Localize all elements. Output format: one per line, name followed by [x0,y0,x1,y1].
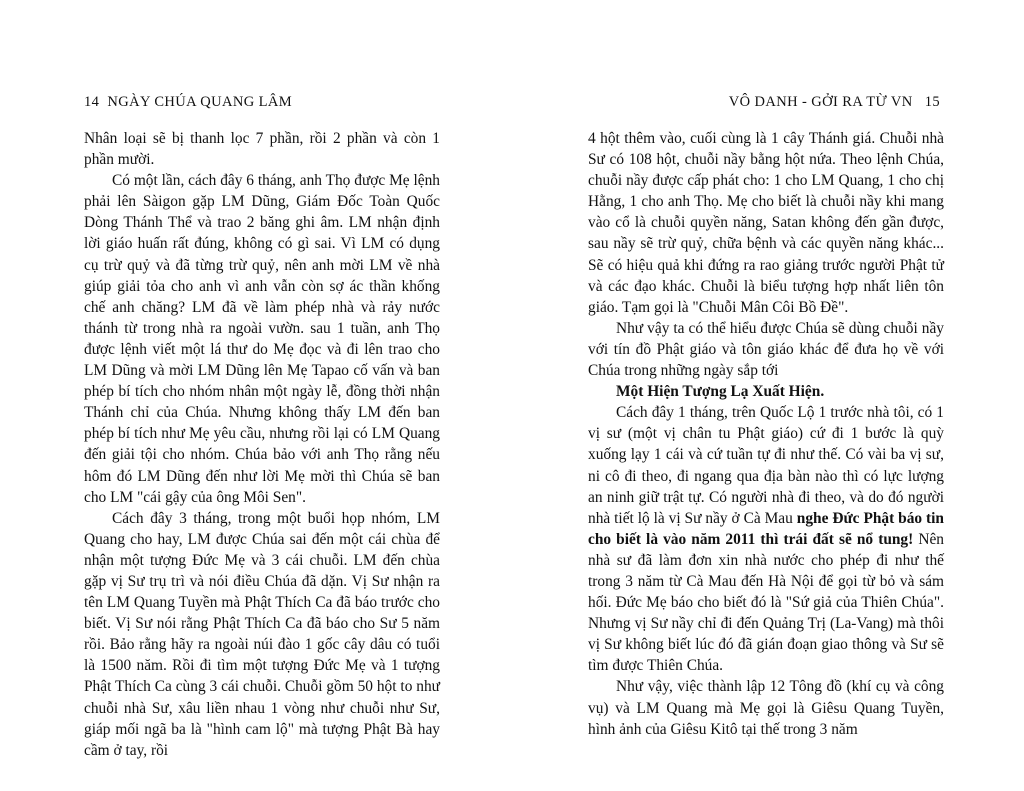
right-page [512,0,1024,791]
paragraph: 4 hột thêm vào, cuối cùng là 1 cây Thánh giá. Chuỗi nhà Sư có 108 hột, chuỗi nầy bằng hột nứa. Theo lệnh Chúa, chuỗi nầy được cấp phát cho: 1 cho LM Quang, 1 cho chị Hằng, 1 cho anh Thọ. Mẹ cho biết là chuỗi nầy khi mang vào cổ là chuỗi quyền năng, Satan không đến gần được, sau nầy sẽ trừ quỷ, chữa bệnh và các quyền năng khác... Sẽ có hiệu quả khi đứng ra rao giảng trước người Phật tử và các đạo khác. Chuỗi là biểu tượng hợp nhất liên tôn giáo. Tạm gọi là "Chuỗi Mân Côi Bồ Đề". [588,130,944,316]
right-page-header: VÔ DANH - GỞI RA TỪ VN 15 [728,94,940,110]
emphasized-text: nghe Đức Phật báo tin cho biết là vào năm 2011 thì trái đất sẽ nổ tung! [588,509,944,548]
paragraph: Cách đây 3 tháng, trong một buổi họp nhóm, LM Quang cho hay, LM được Chúa sai đến một cái chùa để nhận một tượng Đức Mẹ và 3 cái chuỗi. LM đến chùa gặp vị Sư trụ trì và nói điều Chúa đã dặn. Vị Sư nhận ra tên LM Quang Tuyền mà Phật Thích Ca đã báo trước cho biết. Vị Sư nói rằng Phật Thích Ca đã báo cho Sư 5 năm rồi. Bảo rằng hãy ra ngoài núi đào 1 gốc cây dâu có tuổi là 1500 năm. Rồi đi tìm một tượng Đức Mẹ và 1 tượng Phật Thích Ca cùng 3 cái chuỗi. Chuỗi gồm 50 hột to như chuỗi nhà Sư, xâu liền nhau 1 vòng như chuỗi như Sư, giáp mối ngã ba là "hình cam lộ" mà tượng Phật Bà hay cầm ở tay, rồi [84,509,440,759]
paragraph: Có một lần, cách đây 6 tháng, anh Thọ được Mẹ lệnh phải lên Sàigon gặp LM Dũng, Giám Đốc Toàn Quốc Dòng Thánh Thể và trao 2 băng ghi âm. LM nhận định lời giáo huấn rất đúng, không có gì sai. Vì LM có dụng cụ trừ quỷ và đã từng trừ quỷ, nên anh mời LM về nhà giúp giải tỏa cho anh vì anh vẫn còn sợ ác thần khống chế anh chăng? LM đã về làm phép nhà và rảy nước thánh từ trong nhà ra ngoài vườn. sau 1 tuần, anh Thọ được lệnh viết một lá thư do Mẹ đọc và đi lên trao cho LM Dũng và mời LM Dũng lên Mẹ Tapao cố vấn và ban phép bí tích cho nhóm nhân một ngày lễ, đồng thời nhận Thánh chỉ của Chúa. Nhưng không thấy LM đến ban phép bí tích như Mẹ yêu cầu, nhưng rồi lại có LM Quang đến giải tội cho nhóm. Chúa bảo với anh Thọ rằng nếu hôm đó LM Dũng đến như lời Mẹ mời thì Chúa sẽ ban cho LM "cái gậy của ông Môi Sen". [84,172,440,506]
paragraph-text: Nên nhà sư đã làm đơn xin nhà nước cho phép đi như thế trong 3 năm từ Cà Mau đến Hà Nội để gọi từ bỏ và sám hối. Đức Mẹ báo cho biết đó là "Sứ giả của Thiên Chúa". Nhưng vị Sư nầy chỉ đi đến Quảng Trị (La-Vang) mà thôi vị Sư không biết lúc đó đã gián đoạn giao thông và Sư sẽ tìm được Thiên Chúa. [588,530,944,675]
right-page-body [588,128,944,740]
paragraph: Nhân loại sẽ bị thanh lọc 7 phần, rồi 2 phần và còn 1 phần mười. [84,130,440,169]
paragraph [588,402,944,676]
paragraph: Như vậy, việc thành lập 12 Tông đồ (khí cụ và công vụ) và LM Quang mà Mẹ gọi là Giêsu Quang Tuyền, hình ảnh của Giêsu Kitô tại thế trong 3 năm [588,678,944,738]
section-heading: Một Hiện Tượng Lạ Xuất Hiện. [616,383,825,401]
left-page-body [84,128,440,761]
left-page-header: 14 NGÀY CHÚA QUANG LÂM [84,94,293,110]
paragraph-text: Cách đây 1 tháng, trên Quốc Lộ 1 trước nhà tôi, có 1 vị sư (một vị chân tu Phật giáo) cứ đi 1 bước là quỳ xuống lạy 1 cái và cứ tuần tự đi như thế. Có vài ba vị sư, ni cô đi theo, đi ngang qua địa bàn nào thì có lực lượng an ninh giữ trật tự. Có người nhà đi theo, và do đó người nhà tiết lộ là vị Sư nầy ở Cà Mau [588,404,944,527]
paragraph: Như vậy ta có thể hiểu được Chúa sẽ dùng chuỗi nầy với tín đồ Phật giáo và tôn giáo khác để đưa họ về với Chúa trong những ngày sắp tới [588,319,944,380]
